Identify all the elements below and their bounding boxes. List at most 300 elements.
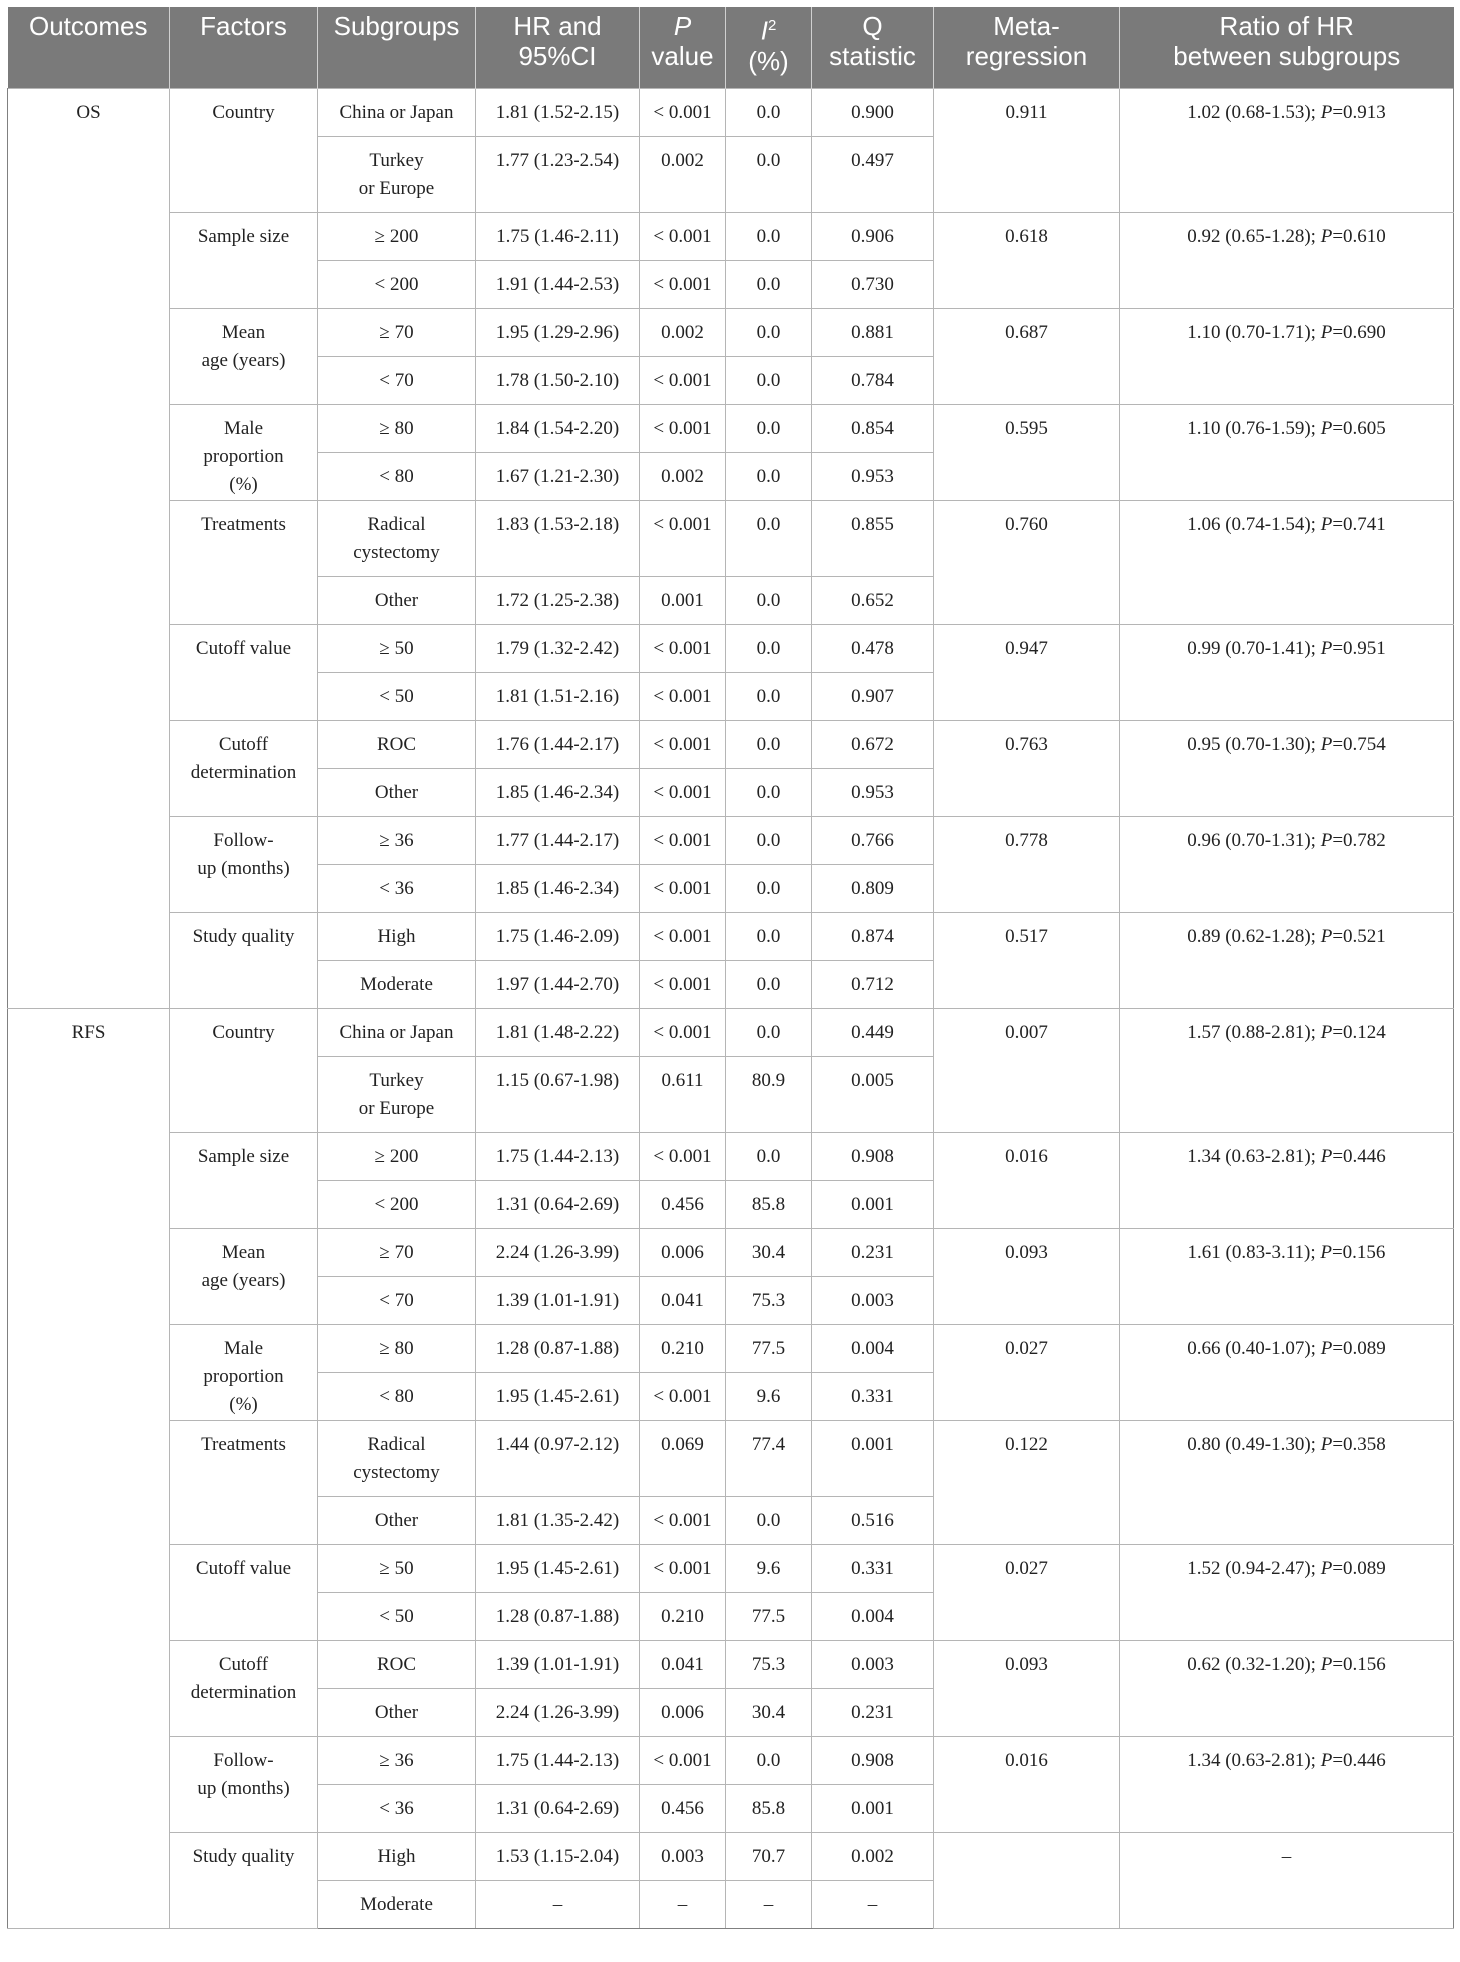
p-value-cell: < 0.001: [640, 404, 726, 452]
hr-ci-cell: 1.15 (0.67-1.98): [476, 1056, 640, 1132]
i2-cell: 0.0: [726, 308, 812, 356]
q-statistic-cell: 0.881: [812, 308, 934, 356]
subgroup-cell: Radical cystectomy: [318, 500, 476, 576]
table-row: [8, 500, 1454, 576]
meta-regression-cell: 0.027: [934, 1544, 1120, 1640]
meta-regression-cell: [934, 1832, 1120, 1928]
q-statistic-cell: 0.908: [812, 1132, 934, 1180]
ratio-hr-value: 1.02 (0.68-1.53);: [1187, 101, 1321, 123]
ratio-p-value: =0.446: [1332, 1145, 1386, 1167]
factor-cell: Male proportion (%): [170, 1324, 318, 1420]
i2-cell: 9.6: [726, 1544, 812, 1592]
meta-regression-cell: 0.093: [934, 1228, 1120, 1324]
header-p-value: P value: [640, 7, 726, 88]
ratio-p-value: =0.913: [1332, 101, 1386, 123]
header-subgroups: Subgroups: [318, 7, 476, 88]
ratio-p-symbol: P: [1320, 1337, 1333, 1359]
q-statistic-cell: 0.672: [812, 720, 934, 768]
subgroup-cell: ≥ 36: [318, 1736, 476, 1784]
subgroup-cell: < 70: [318, 356, 476, 404]
q-statistic-cell: 0.809: [812, 864, 934, 912]
header-row: [8, 7, 1454, 88]
ratio-hr-cell: [1120, 88, 1454, 212]
table-row: [8, 720, 1454, 768]
i2-cell: –: [726, 1880, 812, 1928]
table-row: [8, 1228, 1454, 1276]
meta-regression-cell: 0.760: [934, 500, 1120, 624]
meta-regression-cell: 0.778: [934, 816, 1120, 912]
p-value-cell: < 0.001: [640, 912, 726, 960]
i2-cell: 0.0: [726, 136, 812, 212]
hr-ci-cell: 1.77 (1.44-2.17): [476, 816, 640, 864]
ratio-hr-cell: [1120, 816, 1454, 912]
p-value-cell: 0.006: [640, 1228, 726, 1276]
subgroup-cell: ≥ 200: [318, 212, 476, 260]
table-row: [8, 1008, 1454, 1056]
ratio-p-value: =0.521: [1332, 925, 1386, 947]
table-row: [8, 88, 1454, 136]
q-statistic-cell: 0.497: [812, 136, 934, 212]
q-statistic-cell: 0.784: [812, 356, 934, 404]
ratio-hr-cell: [1120, 404, 1454, 500]
i2-cell: 9.6: [726, 1372, 812, 1420]
q-statistic-cell: 0.953: [812, 768, 934, 816]
ratio-p-value: =0.610: [1332, 225, 1386, 247]
factor-cell: Cutoff determination: [170, 1640, 318, 1736]
q-statistic-cell: –: [812, 1880, 934, 1928]
q-statistic-cell: 0.906: [812, 212, 934, 260]
meta-regression-cell: 0.093: [934, 1640, 1120, 1736]
ratio-hr-value: 0.96 (0.70-1.31);: [1187, 829, 1321, 851]
ratio-p-value: =0.754: [1332, 733, 1386, 755]
header-meta-regression: Meta- regression: [934, 7, 1120, 88]
subgroup-cell: < 80: [318, 452, 476, 500]
p-value-cell: 0.002: [640, 452, 726, 500]
i2-cell: 77.5: [726, 1324, 812, 1372]
i2-cell: 0.0: [726, 1008, 812, 1056]
factor-cell: Country: [170, 88, 318, 212]
table-row: [8, 1132, 1454, 1180]
ratio-hr-cell: [1120, 912, 1454, 1008]
factor-cell: Mean age (years): [170, 1228, 318, 1324]
subgroup-cell: China or Japan: [318, 1008, 476, 1056]
hr-ci-cell: 1.81 (1.51-2.16): [476, 672, 640, 720]
ratio-p-symbol: P: [1320, 1653, 1333, 1675]
p-value-cell: 0.001: [640, 576, 726, 624]
hr-ci-cell: 1.75 (1.44-2.13): [476, 1736, 640, 1784]
i2-cell: 0.0: [726, 356, 812, 404]
subgroup-cell: ROC: [318, 1640, 476, 1688]
ratio-hr-cell: [1120, 1736, 1454, 1832]
q-statistic-cell: 0.231: [812, 1688, 934, 1736]
i2-cell: 0.0: [726, 912, 812, 960]
meta-regression-cell: 0.687: [934, 308, 1120, 404]
p-value-cell: < 0.001: [640, 1496, 726, 1544]
p-value-cell: < 0.001: [640, 768, 726, 816]
subgroup-cell: ≥ 50: [318, 1544, 476, 1592]
ratio-p-symbol: P: [1320, 829, 1333, 851]
ratio-p-symbol: P: [1320, 637, 1333, 659]
ratio-p-symbol: P: [1320, 1433, 1333, 1455]
table-body: [8, 88, 1454, 1928]
p-value-cell: 0.069: [640, 1420, 726, 1496]
meta-regression-cell: 0.595: [934, 404, 1120, 500]
p-value-cell: < 0.001: [640, 1008, 726, 1056]
p-value-cell: < 0.001: [640, 1544, 726, 1592]
q-statistic-cell: 0.712: [812, 960, 934, 1008]
header-ratio-hr: Ratio of HR between subgroups: [1120, 7, 1454, 88]
i2-cell: 0.0: [726, 576, 812, 624]
q-statistic-cell: 0.231: [812, 1228, 934, 1276]
table-row: [8, 912, 1454, 960]
q-statistic-cell: 0.004: [812, 1592, 934, 1640]
i2-cell: 0.0: [726, 1496, 812, 1544]
hr-ci-cell: 1.44 (0.97-2.12): [476, 1420, 640, 1496]
i2-cell: 0.0: [726, 404, 812, 452]
factor-cell: Study quality: [170, 1832, 318, 1928]
i2-cell: 77.4: [726, 1420, 812, 1496]
ratio-hr-value: 1.61 (0.83-3.11);: [1187, 1241, 1321, 1263]
meta-regression-cell: 0.016: [934, 1736, 1120, 1832]
hr-ci-cell: 1.81 (1.48-2.22): [476, 1008, 640, 1056]
p-value-cell: 0.611: [640, 1056, 726, 1132]
subgroup-cell: Other: [318, 1688, 476, 1736]
subgroup-cell: < 80: [318, 1372, 476, 1420]
q-statistic-cell: 0.855: [812, 500, 934, 576]
subgroup-cell: < 36: [318, 864, 476, 912]
subgroup-cell: ≥ 70: [318, 1228, 476, 1276]
i2-cell: 0.0: [726, 816, 812, 864]
p-value-cell: 0.041: [640, 1640, 726, 1688]
ratio-hr-cell: [1120, 1228, 1454, 1324]
p-value-cell: 0.006: [640, 1688, 726, 1736]
ratio-p-value: =0.358: [1332, 1433, 1386, 1455]
q-statistic-cell: 0.652: [812, 576, 934, 624]
ratio-p-symbol: P: [1320, 513, 1333, 535]
p-value-cell: < 0.001: [640, 1736, 726, 1784]
hr-ci-cell: 1.39 (1.01-1.91): [476, 1640, 640, 1688]
q-statistic-cell: 0.001: [812, 1180, 934, 1228]
factor-cell: Cutoff value: [170, 624, 318, 720]
q-statistic-cell: 0.449: [812, 1008, 934, 1056]
p-value-cell: < 0.001: [640, 1372, 726, 1420]
hr-ci-cell: 1.97 (1.44-2.70): [476, 960, 640, 1008]
ratio-p-symbol: P: [1320, 733, 1333, 755]
header-q-statistic: Q statistic: [812, 7, 934, 88]
meta-regression-cell: 0.947: [934, 624, 1120, 720]
subgroup-cell: High: [318, 912, 476, 960]
i2-cell: 0.0: [726, 960, 812, 1008]
ratio-hr-cell: [1120, 624, 1454, 720]
subgroup-analysis-table: [7, 7, 1454, 1929]
ratio-hr-cell: [1120, 308, 1454, 404]
hr-ci-cell: 1.84 (1.54-2.20): [476, 404, 640, 452]
table-row: [8, 1736, 1454, 1784]
ratio-hr-value: 1.10 (0.76-1.59);: [1187, 417, 1321, 439]
ratio-hr-value: 0.95 (0.70-1.30);: [1187, 733, 1321, 755]
ratio-p-symbol: P: [1320, 417, 1333, 439]
ratio-p-symbol: P: [1320, 925, 1333, 947]
ratio-hr-value: 1.34 (0.63-2.81);: [1187, 1749, 1321, 1771]
ratio-p-value: =0.951: [1332, 637, 1386, 659]
ratio-hr-value: 0.80 (0.49-1.30);: [1187, 1433, 1321, 1455]
subgroup-cell: Radical cystectomy: [318, 1420, 476, 1496]
table-row: [8, 1544, 1454, 1592]
outcome-cell: OS: [8, 88, 170, 1008]
ratio-p-symbol: P: [1320, 1241, 1332, 1263]
i2-cell: 0.0: [726, 624, 812, 672]
hr-ci-cell: 1.75 (1.44-2.13): [476, 1132, 640, 1180]
i2-cell: 0.0: [726, 260, 812, 308]
meta-regression-cell: 0.027: [934, 1324, 1120, 1420]
ratio-hr-cell: [1120, 1324, 1454, 1420]
subgroup-cell: < 50: [318, 672, 476, 720]
subgroup-cell: ≥ 36: [318, 816, 476, 864]
q-statistic-cell: 0.331: [812, 1372, 934, 1420]
ratio-hr-value: –: [1281, 1845, 1292, 1867]
ratio-hr-cell: [1120, 1132, 1454, 1228]
table-row: [8, 1420, 1454, 1496]
ratio-hr-value: 0.92 (0.65-1.28);: [1187, 225, 1321, 247]
p-value-cell: < 0.001: [640, 88, 726, 136]
factor-cell: Follow- up (months): [170, 1736, 318, 1832]
hr-ci-cell: 2.24 (1.26-3.99): [476, 1688, 640, 1736]
q-statistic-cell: 0.766: [812, 816, 934, 864]
p-value-cell: 0.041: [640, 1276, 726, 1324]
meta-regression-cell: 0.517: [934, 912, 1120, 1008]
meta-regression-cell: 0.618: [934, 212, 1120, 308]
i2-cell: 0.0: [726, 500, 812, 576]
table-container: [7, 7, 1453, 1955]
hr-ci-cell: 1.28 (0.87-1.88): [476, 1592, 640, 1640]
ratio-p-value: =0.156: [1331, 1241, 1386, 1263]
hr-ci-cell: 1.53 (1.15-2.04): [476, 1832, 640, 1880]
i2-cell: 0.0: [726, 864, 812, 912]
p-value-cell: < 0.001: [640, 960, 726, 1008]
hr-ci-cell: 1.77 (1.23-2.54): [476, 136, 640, 212]
ratio-hr-cell: [1120, 1420, 1454, 1544]
p-value-cell: –: [640, 1880, 726, 1928]
q-statistic-cell: 0.900: [812, 88, 934, 136]
q-statistic-cell: 0.516: [812, 1496, 934, 1544]
q-statistic-cell: 0.953: [812, 452, 934, 500]
ratio-p-symbol: P: [1320, 1021, 1333, 1043]
i2-cell: 0.0: [726, 768, 812, 816]
subgroup-cell: ≥ 200: [318, 1132, 476, 1180]
factor-cell: Country: [170, 1008, 318, 1132]
q-statistic-cell: 0.004: [812, 1324, 934, 1372]
table-row: [8, 624, 1454, 672]
subgroup-cell: < 200: [318, 1180, 476, 1228]
ratio-hr-value: 1.34 (0.63-2.81);: [1187, 1145, 1321, 1167]
hr-ci-cell: 1.31 (0.64-2.69): [476, 1784, 640, 1832]
hr-ci-cell: 1.95 (1.29-2.96): [476, 308, 640, 356]
p-value-cell: 0.002: [640, 308, 726, 356]
i2-cell: 77.5: [726, 1592, 812, 1640]
q-statistic-cell: 0.874: [812, 912, 934, 960]
factor-cell: Sample size: [170, 1132, 318, 1228]
q-statistic-cell: 0.005: [812, 1056, 934, 1132]
q-statistic-cell: 0.003: [812, 1276, 934, 1324]
i2-cell: 0.0: [726, 88, 812, 136]
q-statistic-cell: 0.002: [812, 1832, 934, 1880]
q-statistic-cell: 0.907: [812, 672, 934, 720]
i2-cell: 0.0: [726, 212, 812, 260]
i2-cell: 70.7: [726, 1832, 812, 1880]
subgroup-cell: China or Japan: [318, 88, 476, 136]
hr-ci-cell: 1.81 (1.52-2.15): [476, 88, 640, 136]
table-row: [8, 308, 1454, 356]
header-i2: $I^2$ (%): [726, 7, 812, 88]
table-row: [8, 1832, 1454, 1880]
subgroup-cell: Moderate: [318, 1880, 476, 1928]
hr-ci-cell: 1.39 (1.01-1.91): [476, 1276, 640, 1324]
hr-ci-cell: 1.83 (1.53-2.18): [476, 500, 640, 576]
ratio-p-symbol: P: [1320, 1749, 1333, 1771]
p-value-cell: 0.002: [640, 136, 726, 212]
hr-ci-cell: 1.95 (1.45-2.61): [476, 1372, 640, 1420]
factor-cell: Cutoff value: [170, 1544, 318, 1640]
meta-regression-cell: 0.122: [934, 1420, 1120, 1544]
subgroup-cell: High: [318, 1832, 476, 1880]
ratio-p-value: =0.741: [1332, 513, 1386, 535]
outcome-cell: RFS: [8, 1008, 170, 1928]
p-value-cell: 0.003: [640, 1832, 726, 1880]
hr-ci-cell: 1.67 (1.21-2.30): [476, 452, 640, 500]
ratio-hr-value: 1.57 (0.88-2.81);: [1187, 1021, 1321, 1043]
ratio-hr-value: 0.62 (0.32-1.20);: [1187, 1653, 1321, 1675]
hr-ci-cell: 1.78 (1.50-2.10): [476, 356, 640, 404]
meta-regression-cell: 0.016: [934, 1132, 1120, 1228]
p-value-cell: 0.210: [640, 1324, 726, 1372]
q-statistic-cell: 0.854: [812, 404, 934, 452]
ratio-p-value: =0.605: [1332, 417, 1386, 439]
hr-ci-cell: 1.95 (1.45-2.61): [476, 1544, 640, 1592]
ratio-p-symbol: P: [1320, 101, 1333, 123]
ratio-hr-value: 1.52 (0.94-2.47);: [1187, 1557, 1321, 1579]
i2-cell: 75.3: [726, 1640, 812, 1688]
p-value-cell: < 0.001: [640, 260, 726, 308]
factor-cell: Mean age (years): [170, 308, 318, 404]
p-value-cell: < 0.001: [640, 672, 726, 720]
q-statistic-cell: 0.001: [812, 1420, 934, 1496]
ratio-p-value: =0.156: [1332, 1653, 1386, 1675]
factor-cell: Cutoff determination: [170, 720, 318, 816]
ratio-hr-cell: [1120, 720, 1454, 816]
ratio-hr-cell: [1120, 1832, 1454, 1928]
hr-ci-cell: –: [476, 1880, 640, 1928]
table-row: [8, 1324, 1454, 1372]
ratio-hr-value: 1.06 (0.74-1.54);: [1187, 513, 1321, 535]
ratio-p-symbol: P: [1320, 1145, 1333, 1167]
meta-regression-cell: 0.911: [934, 88, 1120, 212]
ratio-p-value: =0.089: [1332, 1337, 1386, 1359]
subgroup-cell: Other: [318, 576, 476, 624]
hr-ci-cell: 1.91 (1.44-2.53): [476, 260, 640, 308]
hr-ci-cell: 1.75 (1.46-2.09): [476, 912, 640, 960]
q-statistic-cell: 0.908: [812, 1736, 934, 1784]
hr-ci-cell: 1.85 (1.46-2.34): [476, 768, 640, 816]
i2-cell: 75.3: [726, 1276, 812, 1324]
ratio-p-value: =0.446: [1332, 1749, 1386, 1771]
subgroup-cell: Turkey or Europe: [318, 1056, 476, 1132]
p-value-cell: < 0.001: [640, 624, 726, 672]
p-value-cell: 0.210: [640, 1592, 726, 1640]
table-row: [8, 816, 1454, 864]
q-statistic-cell: 0.003: [812, 1640, 934, 1688]
subgroup-cell: Other: [318, 1496, 476, 1544]
table-row: [8, 212, 1454, 260]
i2-cell: 0.0: [726, 452, 812, 500]
i2-cell: 0.0: [726, 672, 812, 720]
ratio-p-value: =0.089: [1332, 1557, 1386, 1579]
q-statistic-cell: 0.478: [812, 624, 934, 672]
subgroup-cell: Other: [318, 768, 476, 816]
factor-cell: Sample size: [170, 212, 318, 308]
i2-cell: 30.4: [726, 1228, 812, 1276]
hr-ci-cell: 2.24 (1.26-3.99): [476, 1228, 640, 1276]
subgroup-cell: < 50: [318, 1592, 476, 1640]
i2-cell: 80.9: [726, 1056, 812, 1132]
p-value-cell: < 0.001: [640, 864, 726, 912]
subgroup-cell: ≥ 80: [318, 1324, 476, 1372]
table-row: [8, 404, 1454, 452]
ratio-hr-cell: [1120, 1008, 1454, 1132]
ratio-hr-value: 0.66 (0.40-1.07);: [1187, 1337, 1321, 1359]
hr-ci-cell: 1.76 (1.44-2.17): [476, 720, 640, 768]
q-statistic-cell: 0.730: [812, 260, 934, 308]
p-value-cell: 0.456: [640, 1180, 726, 1228]
q-statistic-cell: 0.331: [812, 1544, 934, 1592]
factor-cell: Treatments: [170, 1420, 318, 1544]
i2-cell: 0.0: [726, 1736, 812, 1784]
p-value-cell: < 0.001: [640, 212, 726, 260]
hr-ci-cell: 1.81 (1.35-2.42): [476, 1496, 640, 1544]
i2-cell: 0.0: [726, 1132, 812, 1180]
p-value-cell: 0.456: [640, 1784, 726, 1832]
hr-ci-cell: 1.79 (1.32-2.42): [476, 624, 640, 672]
i2-cell: 0.0: [726, 720, 812, 768]
factor-cell: Male proportion (%): [170, 404, 318, 500]
header-outcomes: Outcomes: [8, 7, 170, 88]
subgroup-cell: < 36: [318, 1784, 476, 1832]
ratio-p-symbol: P: [1320, 321, 1333, 343]
ratio-p-symbol: P: [1320, 225, 1333, 247]
ratio-p-symbol: P: [1320, 1557, 1333, 1579]
ratio-hr-cell: [1120, 500, 1454, 624]
p-value-cell: < 0.001: [640, 720, 726, 768]
ratio-hr-cell: [1120, 1640, 1454, 1736]
meta-regression-cell: 0.007: [934, 1008, 1120, 1132]
meta-regression-cell: 0.763: [934, 720, 1120, 816]
p-value-cell: < 0.001: [640, 816, 726, 864]
subgroup-cell: Turkey or Europe: [318, 136, 476, 212]
i2-cell: 85.8: [726, 1180, 812, 1228]
ratio-p-value: =0.782: [1332, 829, 1386, 851]
header-hr-ci: HR and 95%CI: [476, 7, 640, 88]
p-value-cell: < 0.001: [640, 500, 726, 576]
subgroup-cell: Moderate: [318, 960, 476, 1008]
subgroup-cell: ≥ 50: [318, 624, 476, 672]
table-row: [8, 1640, 1454, 1688]
factor-cell: Study quality: [170, 912, 318, 1008]
q-statistic-cell: 0.001: [812, 1784, 934, 1832]
ratio-p-value: =0.124: [1332, 1021, 1386, 1043]
hr-ci-cell: 1.28 (0.87-1.88): [476, 1324, 640, 1372]
subgroup-cell: < 70: [318, 1276, 476, 1324]
subgroup-cell: < 200: [318, 260, 476, 308]
hr-ci-cell: 1.85 (1.46-2.34): [476, 864, 640, 912]
